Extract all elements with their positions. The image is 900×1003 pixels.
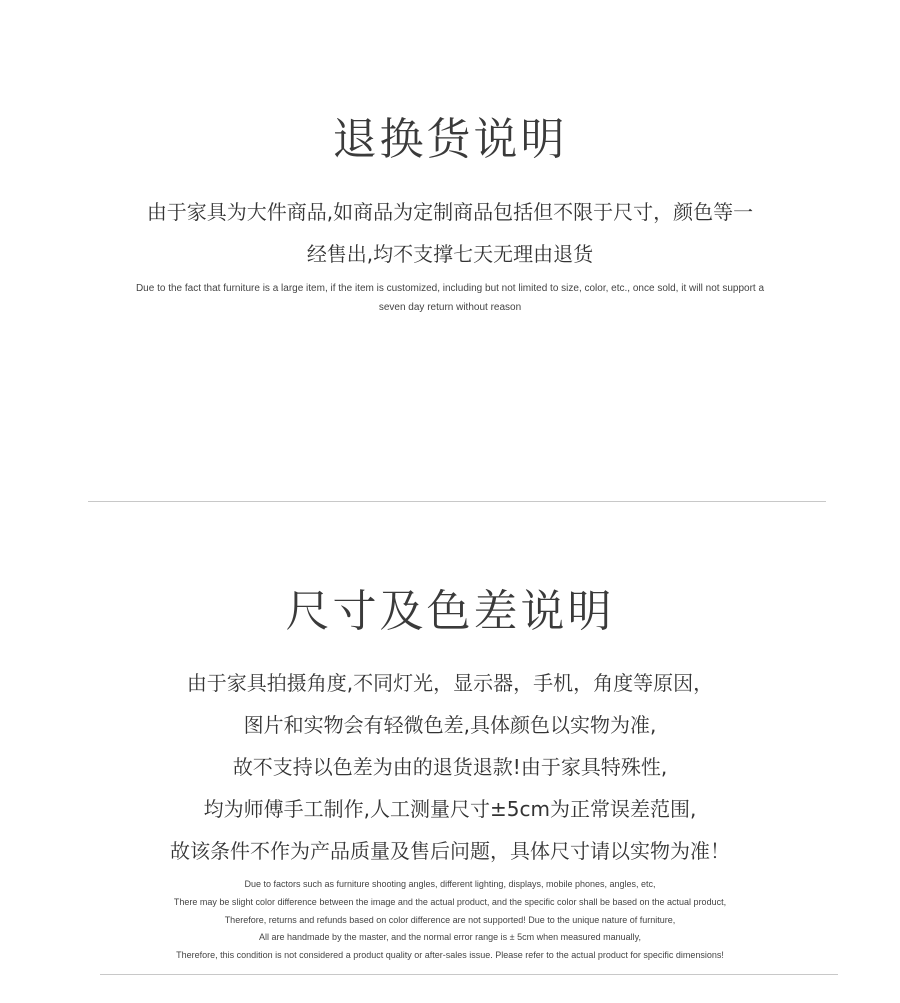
size-color-zh-line-1: 由于家具拍摄角度,不同灯光，显示器，手机，角度等原因， bbox=[186, 671, 714, 695]
return-policy-title: 退换货说明 bbox=[332, 114, 568, 165]
return-policy-zh-line-2: 经售出,均不支撑七天无理由退货 bbox=[306, 242, 594, 266]
bottom-divider bbox=[100, 974, 838, 975]
return-policy-en-line-2: seven day return without reason bbox=[378, 302, 522, 313]
size-color-zh-line-5: 故该条件不作为产品质量及售后问题，具体尺寸请以实物为准！ bbox=[170, 839, 730, 863]
size-color-zh-line-2: 图片和实物会有轻微色差,具体颜色以实物为准, bbox=[243, 713, 657, 737]
section-divider bbox=[88, 501, 826, 502]
size-color-zh-line-3: 故不支持以色差为由的退货退款!由于家具特殊性, bbox=[232, 755, 668, 779]
size-color-zh-line-4: 均为师傅手工制作,人工测量尺寸±5cm为正常误差范围, bbox=[203, 797, 697, 821]
size-color-en-line-5: Therefore, this condition is not considered a product quality or after-sales issue. Please refer to the actual product for specific dimensions! bbox=[176, 950, 724, 960]
size-color-title: 尺寸及色差说明 bbox=[285, 586, 615, 637]
size-color-en-line-3: Therefore, returns and refunds based on color difference are not supported! Due to the unique nature of furniture, bbox=[224, 915, 676, 925]
size-color-en-line-2: There may be slight color difference between the image and the actual product, and the specific color shall be based on the actual product, bbox=[173, 897, 727, 907]
size-color-en-line-4: All are handmade by the master, and the normal error range is ± 5cm when measured manually, bbox=[259, 932, 641, 942]
return-policy-en-line-1: Due to the fact that furniture is a large item, if the item is customized, including but not limited to size, color, etc., once sold, it will not support a bbox=[135, 283, 765, 294]
return-policy-zh-line-1: 由于家具为大件商品,如商品为定制商品包括但不限于尺寸，颜色等一 bbox=[146, 200, 754, 224]
size-color-en-line-1: Due to factors such as furniture shooting angles, different lighting, displays, mobile phones, angles, etc, bbox=[244, 879, 656, 889]
